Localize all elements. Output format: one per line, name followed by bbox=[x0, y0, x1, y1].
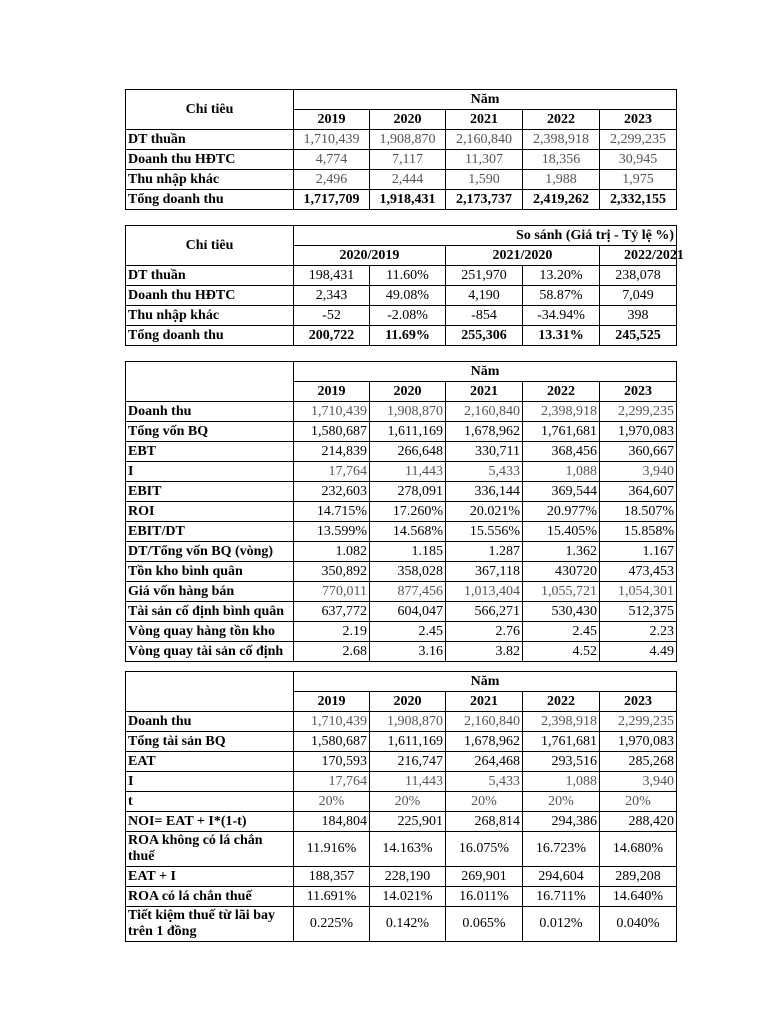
cell-value: 17,764 bbox=[294, 462, 370, 482]
group-header: Năm bbox=[294, 672, 677, 692]
cell-value: 13.31% bbox=[523, 326, 600, 346]
cell-value: 11,307 bbox=[446, 150, 523, 170]
corner-header: Chỉ tiêu bbox=[126, 90, 294, 130]
corner-header: Chỉ tiêu bbox=[126, 226, 294, 266]
cell-value: 245,525 bbox=[600, 326, 677, 346]
row-label: Tổng doanh thu bbox=[126, 190, 294, 210]
cell-value: -34.94% bbox=[523, 306, 600, 326]
cell-value: 225,901 bbox=[370, 812, 446, 832]
cell-value: 360,667 bbox=[600, 442, 677, 462]
cell-value: 2.19 bbox=[294, 622, 370, 642]
row-label: Doanh thu bbox=[126, 402, 294, 422]
cell-value: 4,190 bbox=[446, 286, 523, 306]
cell-value: 2,419,262 bbox=[523, 190, 600, 210]
cell-value: 2,398,918 bbox=[523, 130, 600, 150]
row-label: Tổng doanh thu bbox=[126, 326, 294, 346]
cell-value: 1,761,681 bbox=[523, 732, 600, 752]
cell-value: 358,028 bbox=[370, 562, 446, 582]
cell-value: 11.60% bbox=[370, 266, 446, 286]
row-label: I bbox=[126, 462, 294, 482]
cell-value: 0.142% bbox=[370, 907, 446, 942]
table-row bbox=[126, 582, 677, 602]
cell-value: 2,398,918 bbox=[523, 402, 600, 422]
cell-value: 232,603 bbox=[294, 482, 370, 502]
year-header: 2022 bbox=[523, 110, 600, 130]
cell-value: 1,975 bbox=[600, 170, 677, 190]
group-header: Năm bbox=[294, 362, 677, 382]
cell-value: 430720 bbox=[523, 562, 600, 582]
period-header: 2021/2020 bbox=[446, 246, 600, 266]
table-row bbox=[126, 832, 677, 867]
row-label: Tiết kiệm thuế từ lãi bay trên 1 đồng bbox=[126, 907, 294, 942]
row-label: Doanh thu bbox=[126, 712, 294, 732]
cell-value: 268,814 bbox=[446, 812, 523, 832]
cell-value: 1,088 bbox=[523, 772, 600, 792]
cell-value: 2,496 bbox=[294, 170, 370, 190]
cell-value: 269,901 bbox=[446, 867, 523, 887]
cell-value: 1,580,687 bbox=[294, 732, 370, 752]
cell-value: 238,078 bbox=[600, 266, 677, 286]
table-row bbox=[126, 326, 677, 346]
cell-value: 17,764 bbox=[294, 772, 370, 792]
cell-value: 0.012% bbox=[523, 907, 600, 942]
cell-value: 16.711% bbox=[523, 887, 600, 907]
cell-value: 16.723% bbox=[523, 832, 600, 867]
cell-value: 251,970 bbox=[446, 266, 523, 286]
cell-value: -2.08% bbox=[370, 306, 446, 326]
cell-value: 2,160,840 bbox=[446, 712, 523, 732]
cell-value: 1,013,404 bbox=[446, 582, 523, 602]
cell-value: 13.599% bbox=[294, 522, 370, 542]
cell-value: 2,343 bbox=[294, 286, 370, 306]
cell-value: 0.225% bbox=[294, 907, 370, 942]
row-label: EBT bbox=[126, 442, 294, 462]
table-row bbox=[126, 887, 677, 907]
corner-header bbox=[126, 672, 294, 712]
cell-value: 11.916% bbox=[294, 832, 370, 867]
cell-value: 512,375 bbox=[600, 602, 677, 622]
cell-value: 184,804 bbox=[294, 812, 370, 832]
cell-value: 330,711 bbox=[446, 442, 523, 462]
table-row bbox=[126, 502, 677, 522]
cell-value: 170,593 bbox=[294, 752, 370, 772]
year-header: 2023 bbox=[600, 692, 677, 712]
table-row bbox=[126, 542, 677, 562]
table-row bbox=[126, 522, 677, 542]
cell-value: 3.82 bbox=[446, 642, 523, 662]
cell-value: 14.640% bbox=[600, 887, 677, 907]
cell-value: 1,611,169 bbox=[370, 732, 446, 752]
efficiency-table bbox=[125, 361, 677, 662]
cell-value: 3,940 bbox=[600, 462, 677, 482]
cell-value: 1,710,439 bbox=[294, 130, 370, 150]
cell-value: 11,443 bbox=[370, 462, 446, 482]
year-header: 2019 bbox=[294, 692, 370, 712]
cell-value: 1,710,439 bbox=[294, 402, 370, 422]
table-row bbox=[126, 907, 677, 942]
row-label: Giá vốn hàng bán bbox=[126, 582, 294, 602]
cell-value: 1,988 bbox=[523, 170, 600, 190]
cell-value: 58.87% bbox=[523, 286, 600, 306]
cell-value: 20% bbox=[600, 792, 677, 812]
cell-value: 2,160,840 bbox=[446, 130, 523, 150]
revenue-table bbox=[125, 89, 677, 210]
table-row bbox=[126, 812, 677, 832]
cell-value: 1,970,083 bbox=[600, 422, 677, 442]
cell-value: 5,433 bbox=[446, 462, 523, 482]
table-row bbox=[126, 266, 677, 286]
cell-value: 2,398,918 bbox=[523, 712, 600, 732]
cell-value: 1,761,681 bbox=[523, 422, 600, 442]
cell-value: 20.021% bbox=[446, 502, 523, 522]
comparison-table bbox=[125, 225, 684, 346]
year-header: 2023 bbox=[600, 382, 677, 402]
table-row bbox=[126, 190, 677, 210]
cell-value: 294,604 bbox=[523, 867, 600, 887]
cell-value: 13.20% bbox=[523, 266, 600, 286]
cell-value: 18.507% bbox=[600, 502, 677, 522]
cell-value: 17.260% bbox=[370, 502, 446, 522]
row-label: EAT + I bbox=[126, 867, 294, 887]
cell-value: 1,580,687 bbox=[294, 422, 370, 442]
period-header: 2020/2019 bbox=[294, 246, 446, 266]
row-label: I bbox=[126, 772, 294, 792]
cell-value: 11,443 bbox=[370, 772, 446, 792]
table-row bbox=[126, 150, 677, 170]
cell-value: 1,678,962 bbox=[446, 732, 523, 752]
cell-value: 1,908,870 bbox=[370, 130, 446, 150]
cell-value: 3.16 bbox=[370, 642, 446, 662]
cell-value: 398 bbox=[600, 306, 677, 326]
cell-value: 14.715% bbox=[294, 502, 370, 522]
table-row bbox=[126, 752, 677, 772]
table-row bbox=[126, 642, 677, 662]
cell-value: 1,710,439 bbox=[294, 712, 370, 732]
cell-value: 1,970,083 bbox=[600, 732, 677, 752]
cell-value: 14.163% bbox=[370, 832, 446, 867]
row-label: Vòng quay hàng tồn kho bbox=[126, 622, 294, 642]
table-row bbox=[126, 792, 677, 812]
cell-value: 364,607 bbox=[600, 482, 677, 502]
year-header: 2022 bbox=[523, 692, 600, 712]
row-label: Tài sản cố định bình quân bbox=[126, 602, 294, 622]
year-header: 2020 bbox=[370, 110, 446, 130]
cell-value: 1,054,301 bbox=[600, 582, 677, 602]
cell-value: 14.568% bbox=[370, 522, 446, 542]
cell-value: 20% bbox=[370, 792, 446, 812]
cell-value: 2,444 bbox=[370, 170, 446, 190]
cell-value: 3,940 bbox=[600, 772, 677, 792]
row-label: EBIT bbox=[126, 482, 294, 502]
cell-value: 5,433 bbox=[446, 772, 523, 792]
row-label: DT thuần bbox=[126, 130, 294, 150]
cell-value: 20.977% bbox=[523, 502, 600, 522]
cell-value: 15.858% bbox=[600, 522, 677, 542]
cell-value: 30,945 bbox=[600, 150, 677, 170]
cell-value: 289,208 bbox=[600, 867, 677, 887]
table-row bbox=[126, 482, 677, 502]
table-row bbox=[126, 712, 677, 732]
cell-value: 2.76 bbox=[446, 622, 523, 642]
cell-value: 1,908,870 bbox=[370, 712, 446, 732]
year-header: 2022 bbox=[523, 382, 600, 402]
table-row bbox=[126, 867, 677, 887]
cell-value: 367,118 bbox=[446, 562, 523, 582]
group-header: Năm bbox=[294, 90, 677, 110]
cell-value: 2,332,155 bbox=[600, 190, 677, 210]
year-header: 2020 bbox=[370, 692, 446, 712]
table-row bbox=[126, 170, 677, 190]
cell-value: 216,747 bbox=[370, 752, 446, 772]
cell-value: 2.45 bbox=[523, 622, 600, 642]
table-row bbox=[126, 442, 677, 462]
cell-value: 1,918,431 bbox=[370, 190, 446, 210]
cell-value: 473,453 bbox=[600, 562, 677, 582]
row-label: EBIT/DT bbox=[126, 522, 294, 542]
row-label: Tổng vốn BQ bbox=[126, 422, 294, 442]
cell-value: 15.405% bbox=[523, 522, 600, 542]
row-label: Tồn kho bình quân bbox=[126, 562, 294, 582]
cell-value: 1,717,709 bbox=[294, 190, 370, 210]
row-label: Doanh thu HĐTC bbox=[126, 150, 294, 170]
table-row bbox=[126, 286, 677, 306]
row-label: t bbox=[126, 792, 294, 812]
cell-value: 228,190 bbox=[370, 867, 446, 887]
table-row bbox=[126, 422, 677, 442]
row-label: DT thuần bbox=[126, 266, 294, 286]
table-row bbox=[126, 130, 677, 150]
cell-value: 255,306 bbox=[446, 326, 523, 346]
cell-value: 16.011% bbox=[446, 887, 523, 907]
row-label: Thu nhập khác bbox=[126, 170, 294, 190]
cell-value: 2.23 bbox=[600, 622, 677, 642]
cell-value: 368,456 bbox=[523, 442, 600, 462]
cell-value: 198,431 bbox=[294, 266, 370, 286]
cell-value: 4.49 bbox=[600, 642, 677, 662]
cell-value: 264,468 bbox=[446, 752, 523, 772]
cell-value: 288,420 bbox=[600, 812, 677, 832]
cell-value: 4,774 bbox=[294, 150, 370, 170]
cell-value: 285,268 bbox=[600, 752, 677, 772]
row-label: ROI bbox=[126, 502, 294, 522]
cell-value: 770,011 bbox=[294, 582, 370, 602]
row-label: Vòng quay tài sản cố định bbox=[126, 642, 294, 662]
cell-value: 49.08% bbox=[370, 286, 446, 306]
cell-value: 0.040% bbox=[600, 907, 677, 942]
cell-value: 637,772 bbox=[294, 602, 370, 622]
cell-value: 278,091 bbox=[370, 482, 446, 502]
table-row bbox=[126, 462, 677, 482]
cell-value: 294,386 bbox=[523, 812, 600, 832]
row-label: Tổng tài sản BQ bbox=[126, 732, 294, 752]
cell-value: 2.45 bbox=[370, 622, 446, 642]
cell-value: 7,117 bbox=[370, 150, 446, 170]
cell-value: 200,722 bbox=[294, 326, 370, 346]
cell-value: 2,173,737 bbox=[446, 190, 523, 210]
cell-value: 188,357 bbox=[294, 867, 370, 887]
row-label: ROA không có lá chắn thuế bbox=[126, 832, 294, 867]
table-row bbox=[126, 732, 677, 752]
table-row bbox=[126, 306, 677, 326]
year-header: 2021 bbox=[446, 692, 523, 712]
cell-value: 7,049 bbox=[600, 286, 677, 306]
row-label: Doanh thu HĐTC bbox=[126, 286, 294, 306]
cell-value: 1,678,962 bbox=[446, 422, 523, 442]
cell-value: 11.69% bbox=[370, 326, 446, 346]
cell-value: 18,356 bbox=[523, 150, 600, 170]
cell-value: 1.082 bbox=[294, 542, 370, 562]
corner-header bbox=[126, 362, 294, 402]
cell-value: -854 bbox=[446, 306, 523, 326]
cell-value: 2,299,235 bbox=[600, 402, 677, 422]
cell-value: 20% bbox=[446, 792, 523, 812]
cell-value: 1,590 bbox=[446, 170, 523, 190]
cell-value: 293,516 bbox=[523, 752, 600, 772]
cell-value: 350,892 bbox=[294, 562, 370, 582]
cell-value: 530,430 bbox=[523, 602, 600, 622]
row-label: NOI= EAT + I*(1-t) bbox=[126, 812, 294, 832]
cell-value: 0.065% bbox=[446, 907, 523, 942]
cell-value: 4.52 bbox=[523, 642, 600, 662]
year-header: 2021 bbox=[446, 382, 523, 402]
cell-value: 1,611,169 bbox=[370, 422, 446, 442]
cell-value: 16.075% bbox=[446, 832, 523, 867]
row-label: Thu nhập khác bbox=[126, 306, 294, 326]
cell-value: 1,908,870 bbox=[370, 402, 446, 422]
roa-table bbox=[125, 671, 677, 942]
cell-value: 604,047 bbox=[370, 602, 446, 622]
table-row bbox=[126, 622, 677, 642]
table-row bbox=[126, 402, 677, 422]
cell-value: 14.021% bbox=[370, 887, 446, 907]
cell-value: 566,271 bbox=[446, 602, 523, 622]
cell-value: 1.167 bbox=[600, 542, 677, 562]
cell-value: 2,160,840 bbox=[446, 402, 523, 422]
cell-value: 2,299,235 bbox=[600, 712, 677, 732]
cell-value: -52 bbox=[294, 306, 370, 326]
cell-value: 336,144 bbox=[446, 482, 523, 502]
table-row bbox=[126, 602, 677, 622]
row-label: ROA có lá chắn thuế bbox=[126, 887, 294, 907]
year-header: 2021 bbox=[446, 110, 523, 130]
group-header: So sánh (Giá trị - Tỷ lệ %) bbox=[294, 226, 677, 246]
cell-value: 1,055,721 bbox=[523, 582, 600, 602]
row-label: DT/Tổng vốn BQ (vòng) bbox=[126, 542, 294, 562]
cell-value: 1.362 bbox=[523, 542, 600, 562]
cell-value: 11.691% bbox=[294, 887, 370, 907]
cell-value: 266,648 bbox=[370, 442, 446, 462]
cell-value: 2.68 bbox=[294, 642, 370, 662]
cell-value: 369,544 bbox=[523, 482, 600, 502]
year-header: 2019 bbox=[294, 382, 370, 402]
cell-value: 14.680% bbox=[600, 832, 677, 867]
year-header: 2023 bbox=[600, 110, 677, 130]
cell-value: 1.185 bbox=[370, 542, 446, 562]
table-row bbox=[126, 772, 677, 792]
cell-value: 15.556% bbox=[446, 522, 523, 542]
table-row bbox=[126, 562, 677, 582]
cell-value: 214,839 bbox=[294, 442, 370, 462]
cell-value: 877,456 bbox=[370, 582, 446, 602]
cell-value: 1.287 bbox=[446, 542, 523, 562]
period-header: 2022/2021 bbox=[600, 246, 677, 266]
year-header: 2019 bbox=[294, 110, 370, 130]
cell-value: 20% bbox=[294, 792, 370, 812]
row-label: EAT bbox=[126, 752, 294, 772]
cell-value: 20% bbox=[523, 792, 600, 812]
year-header: 2020 bbox=[370, 382, 446, 402]
cell-value: 1,088 bbox=[523, 462, 600, 482]
cell-value: 2,299,235 bbox=[600, 130, 677, 150]
